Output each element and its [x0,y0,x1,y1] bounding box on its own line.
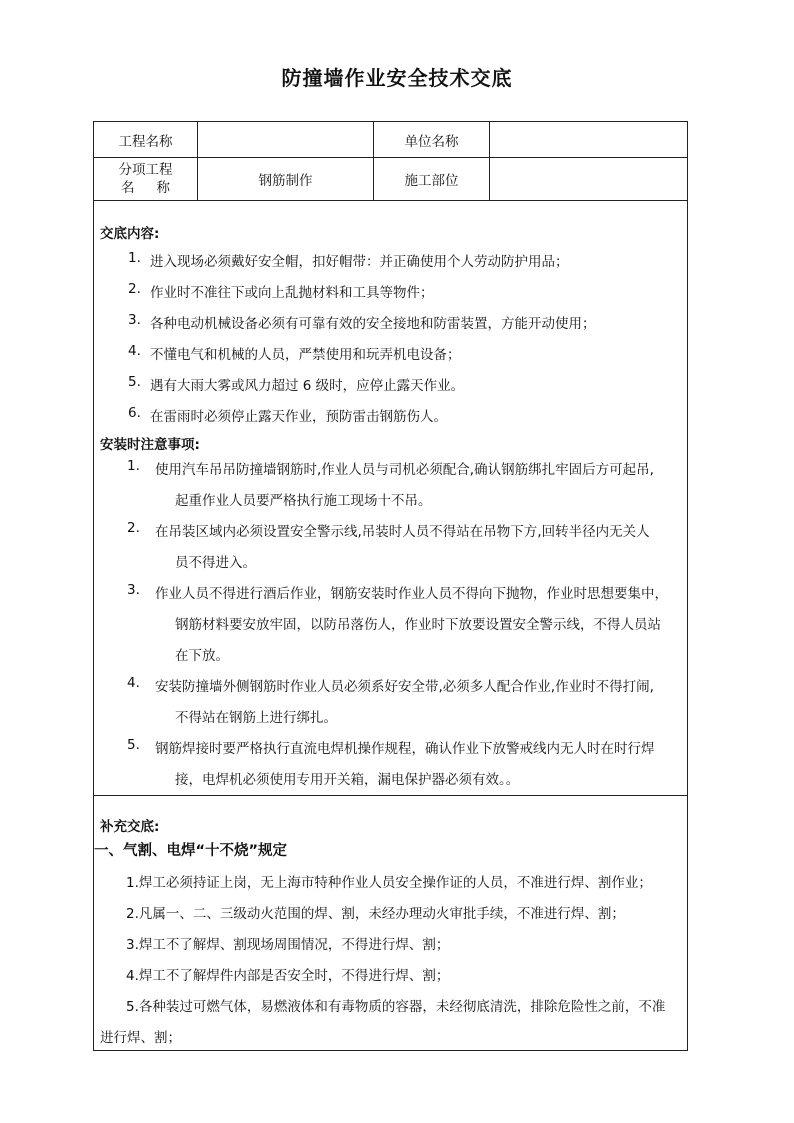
item-text-line2: 起重作业人员要严格执行施工现场十不吊。 [175,493,432,509]
location-value [490,158,687,200]
disclosure-section [100,222,686,442]
item-number: 1. [128,250,141,266]
item-text: 2.凡属一、二、三级动火范围的焊、割，未经办理动火审批手续，不准进行焊、割； [126,906,625,922]
item-number: 5. [128,374,141,390]
install-section [100,433,686,788]
item-number: 1. [127,458,140,474]
item-text-line2: 钢筋材料要安放牢固，以防吊落伤人，作业时下放要设置安全警示线，不得人员站 [175,617,661,633]
item-number: 6. [128,405,141,421]
item-text-line2: 不得站在钢筋上进行绑扎。 [175,710,337,726]
install-heading: 安装时注意事项: [100,437,200,453]
item-number: 5. [127,737,140,753]
item-number: 3. [127,582,140,598]
item-text-line1: 在吊装区域内必须设置安全警示线,吊装时人员不得站在吊物下方,回转半径内无关人 [155,524,650,540]
item-number: 4. [127,675,140,691]
item-text-line1: 钢筋焊接时要严格执行直流电焊机操作规程，确认作业下放警戒线内无人时在时行焊 [155,741,655,757]
item-text: 遇有大雨大雾或风力超过 6 级时，应停止露天作业。 [150,378,465,394]
item-text: 1.焊工必须持证上岗，无上海市特种作业人员安全操作证的人员，不准进行焊、割作业； [126,875,652,891]
item-text: 作业时不准往下或向上乱抛材料和工具等物件； [150,285,434,301]
item-text: 5.各种装过可燃气体，易燃液体和有毒物质的容器，未经彻底清洗，排除危险性之前，不准 [126,999,666,1015]
supplement-section [94,815,686,1046]
unit-name-label: 单位名称 [404,133,459,150]
item-text: 4.焊工不了解焊件内部是否安全时，不得进行焊、割； [126,968,450,984]
item-text-continuation: 进行焊、割； [100,1030,181,1046]
item-text-line2: 接，电焊机必须使用专用开关箱，漏电保护器必须有效。。 [175,772,520,788]
item-number: 3. [128,312,141,328]
item-text-line2: 员不得进入。 [175,555,256,571]
item-text-line1: 安装防撞墙外侧钢筋时作业人员必须系好安全带,必须多人配合作业,作业时不得打闹, [155,679,654,695]
item-text: 各种电动机械设备必须有可靠有效的安全接地和防雷装置，方能开动使用； [150,316,596,332]
project-name-label: 工程名称 [118,133,173,150]
item-text-line1: 使用汽车吊吊防撞墙钢筋时,作业人员与司机必须配合,确认钢筋绑扎牢固后方可起吊, [155,462,654,478]
supplement-subheading: 一、气割、电焊“十不烧”规定 [94,843,288,859]
item-text: 3.焊工不了解焊、割现场周围情况，不得进行焊、割； [126,937,450,953]
subitem-label-line2: 名称 [121,180,192,196]
item-text-line1: 作业人员不得进行酒后作业，钢筋安装时作业人员不得向下抛物，作业时思想要集中， [155,586,668,602]
unit-name-value [490,122,687,157]
item-text: 不懂电气和机械的人员，严禁使用和玩弄机电设备； [150,347,461,363]
supplement-heading: 补充交底: [100,819,160,835]
item-number: 2. [128,281,141,297]
item-text: 在雷雨时必须停止露天作业，预防雷击钢筋伤人。 [150,409,447,425]
disclosure-heading: 交底内容: [100,226,160,242]
item-number: 2. [127,520,140,536]
subitem-label-line1: 分项工程 [118,162,173,178]
subitem-label [94,158,197,200]
item-text-line3: 在下放。 [175,648,229,664]
subitem-value: 钢筋制作 [258,173,313,189]
location-label: 施工部位 [404,173,459,189]
project-name-value [198,122,373,157]
item-text: 进入现场必须戴好安全帽，扣好帽带：并正确使用个人劳动防护用品； [150,254,569,270]
item-number: 4. [128,343,141,359]
document-title: 防撞墙作业安全技术交底 [281,66,513,90]
